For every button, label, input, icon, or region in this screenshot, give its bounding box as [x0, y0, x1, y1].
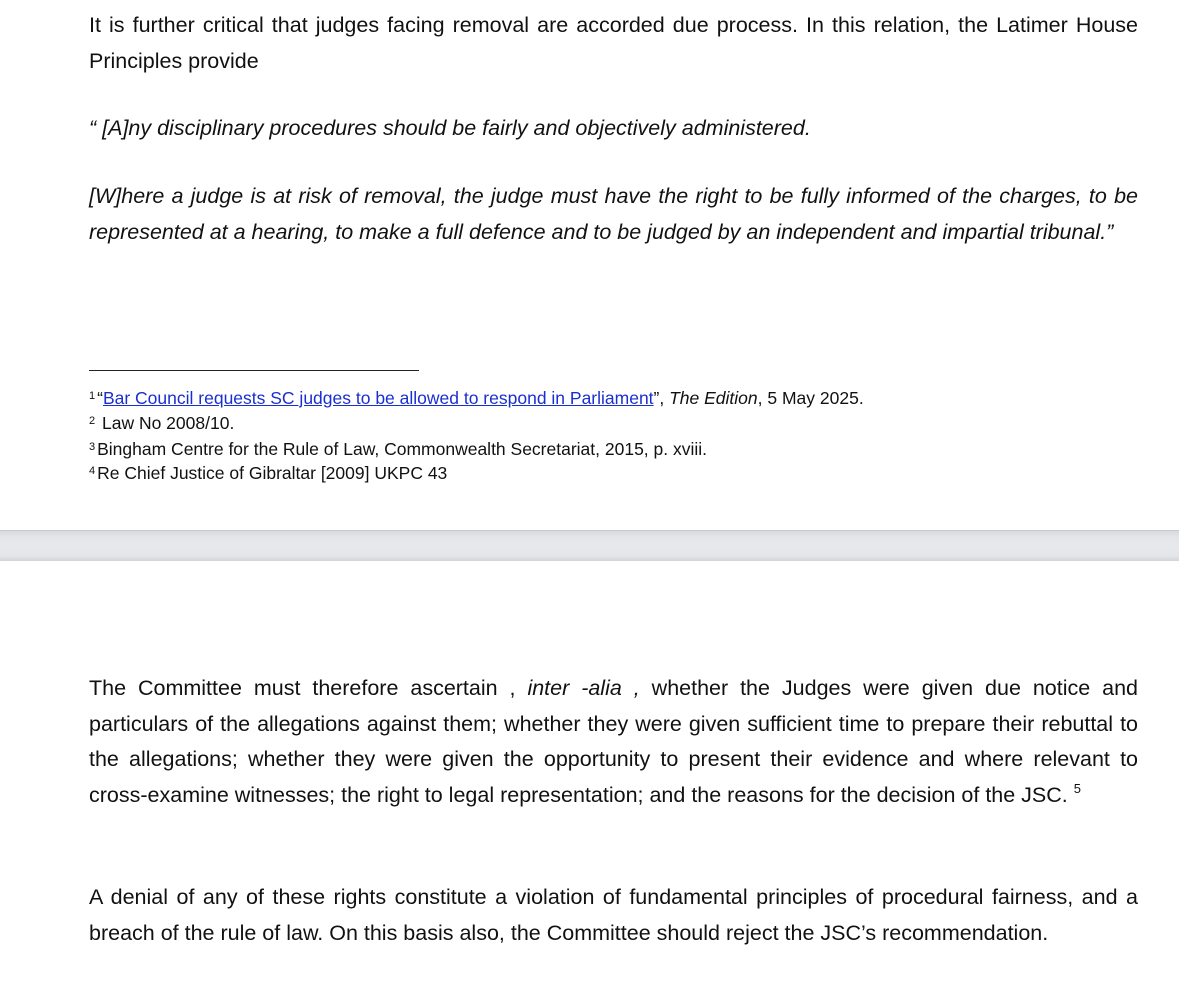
document-page-bottom — [0, 561, 1179, 983]
footnote-3-number: 3 — [89, 441, 96, 453]
page-break-gap — [0, 530, 1179, 561]
footnote-3-text: Bingham Centre for the Rule of Law, Commonwealth Secretariat, 2015, p. xviii. — [97, 439, 708, 459]
footnote-5-reference: 5 — [1073, 780, 1081, 796]
footnote-4-number: 4 — [89, 465, 96, 477]
committee-paragraph-text-rest: whether the Judges were given due notice and particulars of the allegations against them; whether they were given sufficient time to prepare their rebuttal to the allegations; whether they were given the opportunity to present their evidence and where relevant to cross-examine witnesses; the right to legal representation; and the reasons for the decision of the JSC. — [89, 676, 1139, 807]
footnote-1-date: , 5 May 2025. — [757, 388, 864, 408]
inter-alia-phrase: inter -alia , — [527, 676, 640, 700]
quote-disciplinary-procedures: “ [A]ny disciplinary procedures should be fairly and objectively administered. — [89, 116, 811, 140]
footnote-2-number: 2 — [89, 415, 96, 427]
footnote-1-publication: The Edition — [669, 388, 758, 408]
footnote-1-after-link: ”, — [653, 388, 670, 408]
footnote-1 — [89, 385, 864, 409]
footnote-separator — [89, 370, 419, 371]
committee-paragraph-text-start: The Committee must therefore ascertain , — [89, 676, 528, 700]
body-paragraph-committee-must-ascertain — [89, 671, 1138, 813]
footnote-3 — [89, 436, 707, 460]
body-paragraph-denial-of-rights: A denial of any of these rights constitute a violation of fundamental principles of procedural fairness, and a breach of the rule of law. On this basis also, the Committee should reject the JSC’s recommendation. — [89, 885, 1138, 945]
footnote-1-link[interactable]: Bar Council requests SC judges to be allowed to respond in Parliament — [102, 388, 654, 408]
footnote-4-text: Re Chief Justice of Gibraltar [2009] UKPC 43 — [97, 463, 448, 483]
footnote-2 — [89, 410, 234, 434]
quote-right-to-be-informed: [W]here a judge is at risk of removal, the judge must have the right to be fully informed of the charges, to be represented at a hearing, to make a full defence and to be judged by an independent and impartial tribunal.” — [89, 184, 1138, 244]
footnote-4 — [89, 460, 447, 484]
body-paragraph-due-process: It is further critical that judges facing removal are accorded due process. In this relation, the Latimer House Principles provide — [89, 13, 1138, 73]
footnote-1-open-quote: “ — [97, 388, 103, 408]
footnote-1-number: 1 — [89, 390, 96, 402]
footnote-2-text: Law No 2008/10. — [97, 413, 235, 433]
